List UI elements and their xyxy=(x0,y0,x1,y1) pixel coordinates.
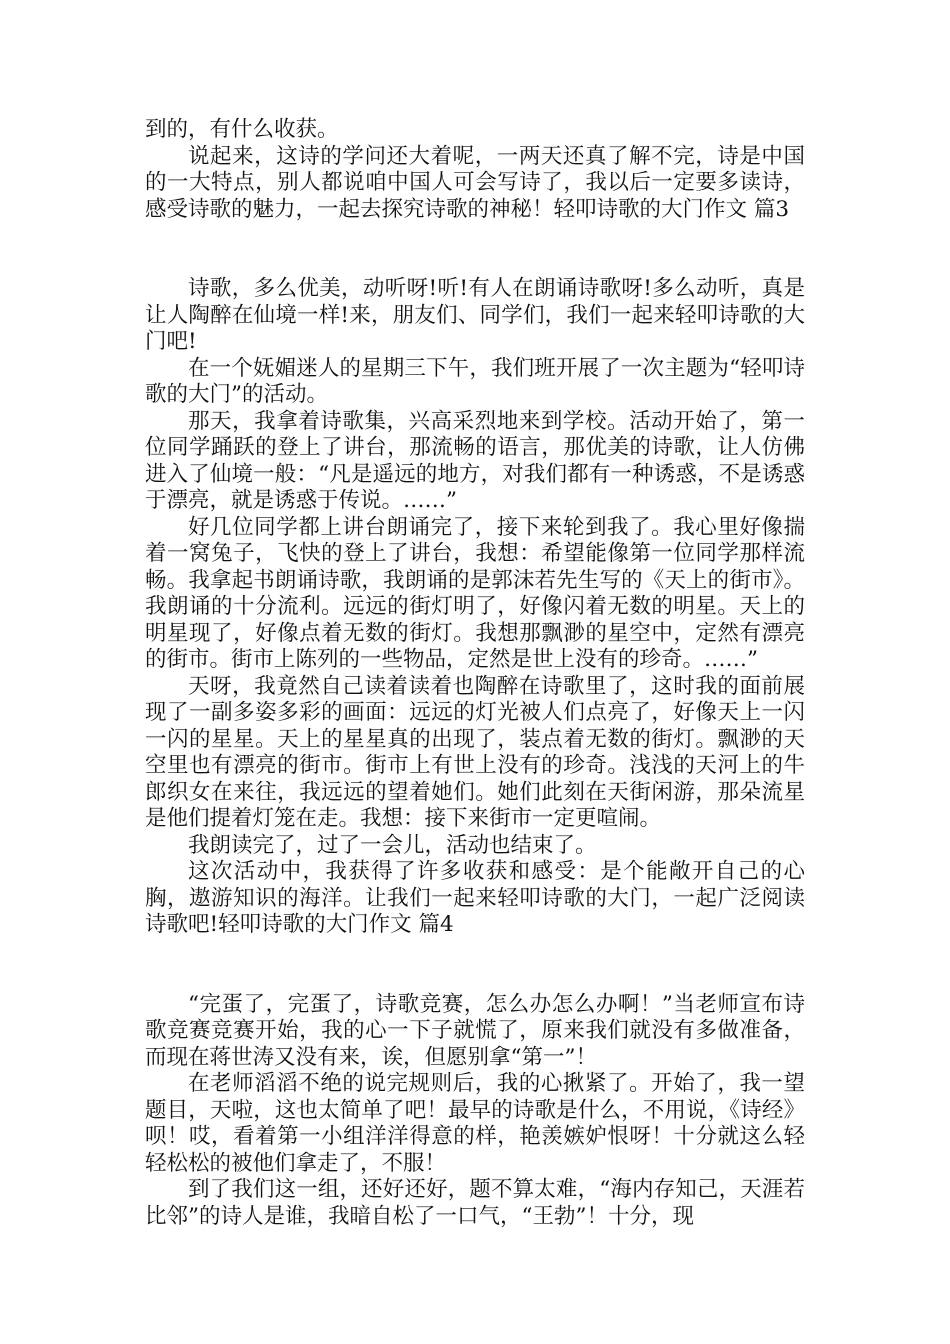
paragraph: 这次活动中，我获得了许多收获和感受：是个能敞开自己的心胸，遨游知识的海洋。让我们一起来轻叩诗歌的大门，一起广泛阅读诗歌吧!轻叩诗歌的大门作文 篇4 xyxy=(145,859,805,937)
paragraph: 到了我们这一组，还好还好，题不算太难，“海内存知己，天涯若比邻”的诗人是谁，我暗自松了一口气，“王勃”！十分，现 xyxy=(145,1177,805,1229)
paragraph: 到的，有什么收获。 xyxy=(145,117,339,142)
paragraph: 诗歌，多么优美，动听呀!听!有人在朗诵诗歌呀!多么动听，真是让人陶醉在仙境一样!来，朋友们、同学们，我们一起来轻叩诗歌的大门吧! xyxy=(145,276,805,354)
paragraph: 说起来，这诗的学问还大着呢，一两天还真了解不完，诗是中国的一大特点，别人都说咱中国人可会写诗了，我以后一定要多读诗，感受诗歌的魅力，一起去探究诗歌的神秘！轻叩诗歌的大门作文 篇3 xyxy=(145,143,805,222)
document-body xyxy=(145,117,805,1230)
section-gap xyxy=(145,223,805,276)
paragraph: 天呀，我竟然自己读着读着也陶醉在诗歌里了，这时我的面前展现了一副多姿多彩的画面：远远的灯光被人们点亮了，好像天上一闪一闪的星星。天上的星星真的出现了，装点着无数的街灯。飘渺的天空里也有漂亮的街市。街市上有世上没有的珍奇。浅浅的天河上的牛郎织女在来往，我远远的望着她们。她们此刻在天街闲游，那朵流星是他们提着灯笼在走。我想：接下来街市一定更喧闹。 xyxy=(145,673,805,831)
paragraph: 那天，我拿着诗歌集，兴高采烈地来到学校。活动开始了，第一位同学踊跃的登上了讲台，那流畅的语言，那优美的诗歌，让人仿佛进入了仙境一般：“凡是遥远的地方，对我们都有一种诱惑，不是诱惑于漂亮，就是诱惑于传说。……” xyxy=(145,408,805,513)
section-gap xyxy=(145,939,805,992)
paragraph: “完蛋了，完蛋了，诗歌竞赛，怎么办怎么办啊！”当老师宣布诗歌竞赛竞赛开始，我的心一下子就慌了，原来我们就没有多做准备，而现在蒋世涛又没有来，诶，但愿别拿“第一”！ xyxy=(145,991,805,1070)
paragraph: 我朗读完了，过了一会儿，活动也结束了。 xyxy=(188,832,597,858)
paragraph: 好几位同学都上讲台朗诵完了，接下来轮到我了。我心里好像揣着一窝兔子，飞快的登上了讲台，我想：希望能像第一位同学那样流畅。我拿起书朗诵诗歌，我朗诵的是郭沫若先生写的《天上的街市》。我朗诵的十分流利。远远的街灯明了，好像闪着无数的明星。天上的明星现了，好像点着无数的街灯。我想那飘渺的星空中，定然有漂亮的街市。街市上陈列的一些物品，定然是世上没有的珍奇。……” xyxy=(145,514,805,672)
paragraph: 在老师滔滔不绝的说完规则后，我的心揪紧了。开始了，我一望题目，天啦，这也太简单了吧！最早的诗歌是什么，不用说，《诗经》呗！哎，看着第一小组洋洋得意的样，艳羡嫉妒恨呀！十分就这么轻轻松松的被他们拿走了，不服！ xyxy=(145,1071,805,1176)
paragraph: 在一个妩媚迷人的星期三下午，我们班开展了一次主题为“轻叩诗歌的大门”的活动。 xyxy=(145,355,805,407)
